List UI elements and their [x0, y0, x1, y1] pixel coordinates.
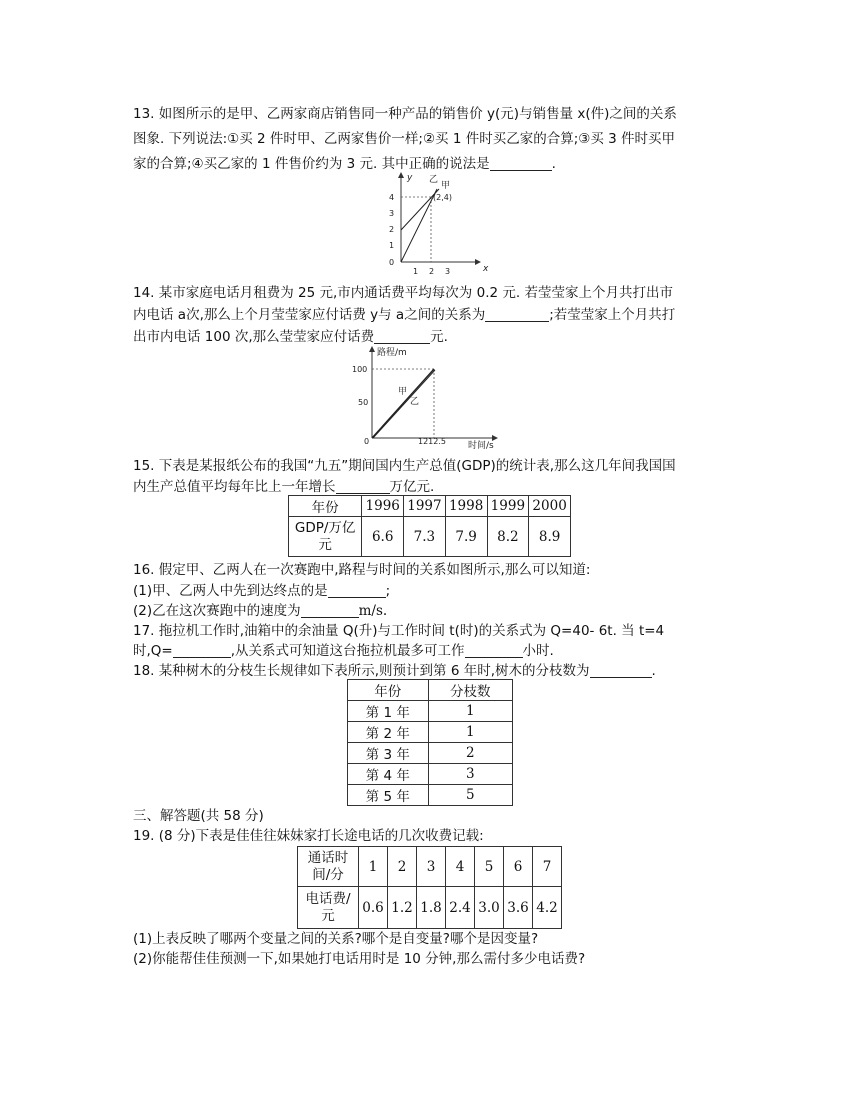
gdp-row-label-line-2: 元: [318, 536, 332, 553]
q14-line-2: [133, 306, 675, 324]
q13-answer-blank[interactable]: [490, 156, 552, 171]
q15-line-2-text: 内生产总值平均每年比上一年增长: [133, 479, 336, 495]
q18-line-1-text: 18. 某种树木的分枝生长规律如下表所示,则预计到第 6 年时,树木的分枝数为: [133, 663, 590, 679]
phone-fee-1: 0.6: [359, 887, 388, 929]
phone-fee-table: [297, 846, 562, 929]
gdp-header-1997: 1997: [404, 496, 446, 517]
branch-year-2: 第 2 年: [348, 722, 429, 743]
race-distance-time-graph: [350, 344, 510, 450]
gdp-row-label: [289, 517, 362, 557]
phone-fee-label-line-2: 元: [321, 907, 335, 924]
branch-header-year: 年份: [348, 680, 429, 701]
phone-minute-2: 2: [388, 847, 417, 887]
q19-sub-question-2: (2)你能帮佳佳预测一下,如果她打电话用时是 10 分钟,那么需付多少电话费?: [133, 951, 586, 967]
q13-y-axis-name: y: [407, 173, 413, 183]
q16-line-2-text: (1)甲、乙两人中先到达终点的是: [133, 583, 328, 599]
branch-year-4: 第 4 年: [348, 764, 429, 785]
q16-line-3-text: (2)乙在这次赛跑中的速度为: [133, 603, 301, 619]
q13-x-tick-3: 3: [445, 267, 451, 276]
q16-speed-blank[interactable]: [301, 603, 359, 618]
branch-year-1: 第 1 年: [348, 701, 429, 722]
branch-row: [348, 743, 513, 764]
q13-line-3-text: 家的合算;④买乙家的 1 件售价约为 3 元. 其中正确的说法是: [133, 156, 490, 172]
q13-y-tick-1: 1: [389, 241, 395, 250]
q14-relation-blank[interactable]: [485, 307, 549, 322]
q16-line-3: [133, 602, 387, 620]
gdp-value-1999: 8.2: [487, 517, 529, 557]
q14-line-2-text: 内电话 a次,那么上个月莹莹家应付话费 y与 a之间的关系为: [133, 307, 486, 323]
phone-fee-6: 3.6: [504, 887, 533, 929]
phone-fee-label-line-1: 电话费/: [305, 890, 351, 907]
gdp-header-2000: 2000: [529, 496, 571, 517]
phone-minute-3: 3: [417, 847, 446, 887]
race-y-tick-100: 100: [352, 365, 368, 374]
q14-line-3-end: 元.: [430, 329, 448, 345]
q13-line-3-end: .: [551, 156, 556, 172]
q19-sub-question-1: (1)上表反映了哪两个变量之间的关系?哪个是自变量?哪个是因变量?: [133, 931, 539, 947]
race-y-tick-50: 50: [358, 398, 369, 407]
section-title: 三、解答题(共 58 分): [133, 808, 264, 824]
q19-line-1: 19. (8 分)下表是佳佳往妹妹家打长途电话的几次收费记载:: [133, 828, 484, 844]
phone-minute-6: 6: [504, 847, 533, 887]
phone-minutes-label: [298, 847, 359, 887]
phone-minute-1: 1: [359, 847, 388, 887]
q17-line-1: 17. 拖拉机工作时,油箱中的余油量 Q(升)与工作时间 t(时)的关系式为 Q=40- 6t. 当 t=4: [133, 623, 665, 639]
q13-label-yi: 乙: [429, 175, 439, 185]
gdp-value-2000: 8.9: [529, 517, 571, 557]
gdp-value-1996: 6.6: [362, 517, 404, 557]
branch-row: [348, 701, 513, 722]
q13-line-2: 图象. 下列说法:①买 2 件时甲、乙两家售价一样;②买 1 件时买乙家的合算;③买 3 件时买甲: [133, 131, 676, 147]
gdp-header-1996: 1996: [362, 496, 404, 517]
phone-fee-3: 1.8: [417, 887, 446, 929]
q13-y-axis-arrow: [398, 172, 404, 178]
q17-line-2-end: 小时.: [522, 643, 554, 659]
branch-count-5: 5: [428, 785, 513, 806]
q13-x-axis-name: x: [483, 264, 489, 274]
phone-fee-7: 4.2: [533, 887, 562, 929]
q15-line-2-end: 万亿元.: [389, 479, 435, 495]
branch-count-3: 2: [428, 743, 513, 764]
gdp-value-1997: 7.3: [404, 517, 446, 557]
phone-minutes-label-line-2: 间/分: [312, 866, 344, 883]
gdp-header-year: 年份: [289, 496, 362, 517]
q14-fee-blank[interactable]: [374, 329, 430, 344]
q13-x-axis-arrow: [475, 259, 481, 265]
q16-winner-blank[interactable]: [328, 583, 386, 598]
gdp-row-label-line-1: GDP/万亿: [294, 519, 356, 536]
branch-year-3: 第 3 年: [348, 743, 429, 764]
race-y-axis-arrow: [369, 346, 375, 352]
q16-line-2: [133, 582, 390, 600]
q13-line-1: 13. 如图所示的是甲、乙两家商店销售同一种产品的销售价 y(元)与销售量 x(件)之间的关系: [133, 106, 677, 122]
gdp-value-row: [289, 517, 571, 557]
phone-fee-row: [298, 887, 562, 929]
q13-y-tick-3: 3: [389, 209, 395, 218]
phone-fee-5: 3.0: [475, 887, 504, 929]
q18-line-1: [133, 662, 656, 680]
branch-row: [348, 785, 513, 806]
race-label-jia: 甲: [398, 387, 408, 397]
q13-x-tick-2: 2: [429, 267, 435, 276]
q15-line-1: 15. 下表是某报纸公布的我国“九五”期间国内生产总值(GDP)的统计表,那么这几年间我国国: [133, 458, 676, 474]
q17-q-blank[interactable]: [173, 643, 231, 658]
phone-fee-2: 1.2: [388, 887, 417, 929]
q13-point-label: (2,4): [433, 193, 452, 202]
q16-line-2-end: ;: [385, 583, 391, 599]
phone-fee-4: 2.4: [446, 887, 475, 929]
q13-price-quantity-graph: [383, 170, 493, 278]
q18-answer-blank[interactable]: [590, 663, 652, 678]
branch-table: [347, 679, 513, 806]
q13-x-tick-1: 1: [413, 267, 419, 276]
phone-minute-5: 5: [475, 847, 504, 887]
q17-line-2-mid: ,从关系式可知道这台拖拉机最多可工作: [230, 643, 465, 659]
q13-label-jia: 甲: [441, 181, 451, 191]
race-line-jia: [372, 369, 434, 438]
branch-row: [348, 722, 513, 743]
race-label-yi: 乙: [410, 397, 420, 407]
branch-row: [348, 764, 513, 785]
phone-minute-7: 7: [533, 847, 562, 887]
branch-header-count: 分枝数: [428, 680, 513, 701]
race-x-tick: 1212.5: [418, 437, 446, 446]
phone-minutes-row: [298, 847, 562, 887]
q13-y-tick-4: 4: [389, 193, 395, 202]
phone-minute-4: 4: [446, 847, 475, 887]
q17-line-2: [133, 642, 554, 660]
branch-count-2: 1: [428, 722, 513, 743]
branch-count-1: 1: [428, 701, 513, 722]
gdp-header-1998: 1998: [445, 496, 487, 517]
q16-unit: m/s.: [358, 603, 388, 619]
q13-line-jia: [401, 189, 437, 262]
race-x-axis-label: 时间/s: [468, 441, 494, 450]
gdp-header-1999: 1999: [487, 496, 529, 517]
branch-year-5: 第 5 年: [348, 785, 429, 806]
branch-header-row: [348, 680, 513, 701]
gdp-table: [288, 495, 571, 557]
q15-answer-blank[interactable]: [336, 479, 390, 494]
q18-line-1-end: .: [651, 663, 656, 679]
branch-count-4: 3: [428, 764, 513, 785]
q14-line-2-end: ;若莹莹家上个月共打: [549, 307, 676, 323]
q15-line-2: [133, 478, 434, 496]
phone-fee-label: [298, 887, 359, 929]
race-y-tick-0: 0: [364, 437, 370, 446]
q17-hours-blank[interactable]: [465, 643, 523, 658]
race-line-yi: [373, 370, 435, 438]
phone-minutes-label-line-1: 通话时: [307, 849, 349, 866]
q13-y-tick-0: 0: [389, 258, 395, 267]
q13-y-tick-2: 2: [389, 225, 395, 234]
q16-line-1: 16. 假定甲、乙两人在一次赛跑中,路程与时间的关系如图所示,那么可以知道:: [133, 562, 591, 578]
race-y-axis-label: 路程/m: [377, 348, 407, 358]
q14-line-1: 14. 某市家庭电话月租费为 25 元,市内通话费平均每次为 0.2 元. 若莹莹家上个月共打出市: [133, 285, 673, 301]
gdp-value-1998: 7.9: [445, 517, 487, 557]
q14-line-3-text: 出市内电话 100 次,那么莹莹家应付话费: [133, 329, 375, 345]
q17-line-2-text: 时,Q=: [133, 643, 173, 659]
gdp-header-row: [289, 496, 571, 517]
